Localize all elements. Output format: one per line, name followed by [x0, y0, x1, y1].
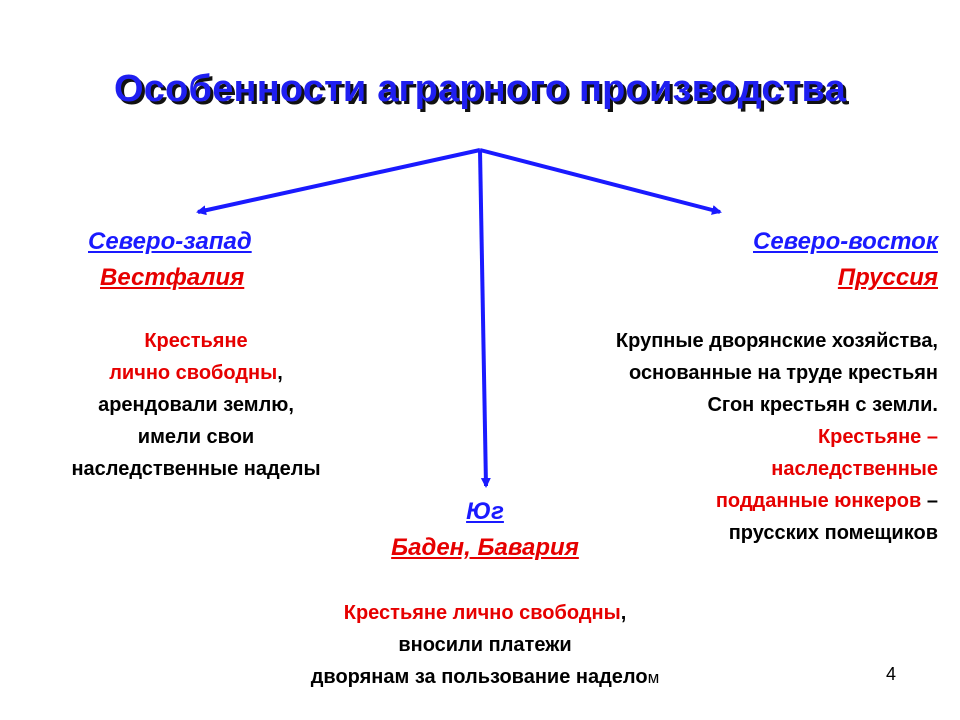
ne-line-5: наследственные: [771, 458, 938, 480]
s-line-2: вносили платежи: [398, 634, 572, 656]
ne-line-4: Крестьяне –: [817, 426, 938, 448]
nw-line-5: наследственные наделы: [71, 458, 321, 480]
slide-title: Особенности аграрного производства: [114, 68, 846, 110]
nw-line-2: лично свободны,: [109, 362, 283, 384]
s-line-3: дворянам за пользование наделом: [310, 666, 660, 688]
arrow-northeast: [480, 150, 720, 212]
northeast-state: Пруссия: [837, 264, 938, 291]
northwest-region: Северо-запад: [88, 228, 252, 255]
northwest-text: [0, 325, 392, 485]
arrow-northwest: [198, 150, 480, 212]
nw-line-1: Крестьяне: [144, 330, 248, 352]
south-text: [0, 597, 960, 694]
ne-line-6: подданные юнкеров –: [715, 490, 938, 512]
south-region: Юг: [466, 498, 504, 525]
ne-line-7: прусских помещиков: [728, 522, 938, 544]
nw-line-4: имели свои: [137, 426, 255, 448]
page-number: 4: [886, 664, 897, 684]
south-state: Баден, Бавария: [391, 534, 579, 561]
ne-line-3: Сгон крестьян с земли.: [707, 394, 938, 416]
nw-line-3: арендовали землю,: [98, 394, 294, 416]
s-line-1: Крестьяне лично свободны,: [343, 602, 627, 624]
northeast-region: Северо-восток: [753, 228, 938, 255]
ne-line-1: Крупные дворянские хозяйства,: [615, 330, 938, 352]
ne-line-2: основанные на труде крестьян: [628, 362, 938, 384]
northwest-state: Вестфалия: [100, 264, 245, 291]
